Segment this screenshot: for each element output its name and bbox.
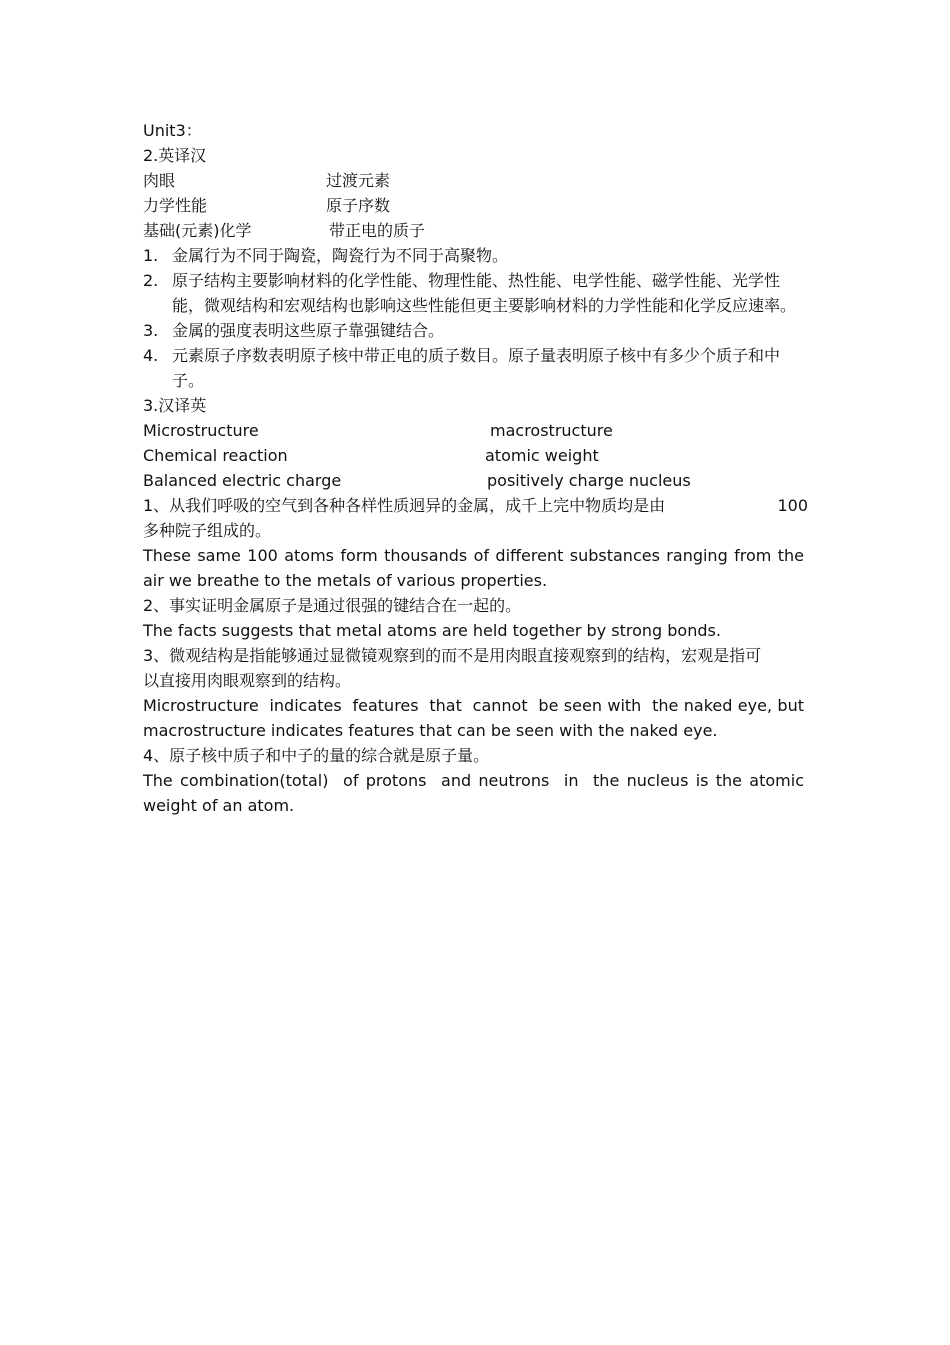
item-text: 元素原子序数表明原子核中带正电的质子数目。原子量表明原子核中有多少个质子和中子。 — [172, 346, 781, 390]
sentence-en: These same 100 atoms form thousands of different substances ranging from the air we breathe to the metals of various properties. — [143, 546, 804, 590]
item-number: 3. — [143, 321, 159, 340]
translation-item — [143, 268, 808, 318]
term-left: Balanced electric charge — [143, 471, 342, 490]
term-pair — [143, 418, 808, 443]
sentence-cn: 2、事实证明金属原子是通过很强的键结合在一起的。 — [143, 596, 522, 615]
item-number: 4. — [143, 346, 159, 365]
sentence-cn: 3、微观结构是指能够通过显微镜观察到的而不是用肉眼直接观察到的结构，宏观是指可以直接用肉眼观察到的结构。 — [143, 646, 762, 690]
item-text: 原子结构主要影响材料的化学性能、物理性能、热性能、电学性能、磁学性能、光学性能，微观结构和宏观结构也影响这些性能但更主要影响材料的力学性能和化学反应速率。 — [172, 271, 797, 315]
item-text: 金属的强度表明这些原子靠强键结合。 — [172, 321, 445, 340]
sentence-en: The combination(total) of protons and neutrons in the nucleus is the atomic weight of an atom. — [143, 771, 810, 815]
term-pair — [143, 168, 808, 193]
term-right: positively charge nucleus — [487, 471, 691, 490]
term-pair — [143, 468, 808, 493]
translation-item — [143, 343, 808, 393]
term-pair — [143, 218, 808, 243]
unit-title: Unit3： — [143, 121, 202, 140]
term-right: macrostructure — [490, 421, 613, 440]
term-right: 原子序数 — [326, 196, 391, 215]
term-right: atomic weight — [485, 446, 599, 465]
term-right: 带正电的质子 — [329, 221, 426, 240]
translation-item — [143, 243, 808, 268]
term-left: Chemical reaction — [143, 446, 288, 465]
item-number: 1. — [143, 246, 159, 265]
section-heading-cn-to-en: 3.汉译英 — [143, 396, 207, 415]
sentence-cn-number: 100 — [777, 496, 808, 515]
document-content — [143, 118, 808, 818]
term-right: 过渡元素 — [326, 171, 391, 190]
term-left: 肉眼 — [143, 171, 176, 190]
sentence-en: The facts suggests that metal atoms are held together by strong bonds. — [143, 621, 721, 640]
item-number: 2. — [143, 271, 159, 290]
term-left: Microstructure — [143, 421, 259, 440]
sentence-cn: 4、原子核中质子和中子的量的综合就是原子量。 — [143, 746, 490, 765]
section-heading-en-to-cn: 2.英译汉 — [143, 146, 207, 165]
term-left: 基础(元素)化学 — [143, 221, 252, 240]
translation-item — [143, 318, 808, 343]
item-text: 金属行为不同于陶瓷，陶瓷行为不同于高聚物。 — [172, 246, 509, 265]
sentence-cn-start: 1、从我们呼吸的空气到各种各样性质迥异的金属，成千上完中物质均是由 — [143, 496, 666, 515]
term-pair — [143, 443, 808, 468]
term-left: 力学性能 — [143, 196, 208, 215]
sentence-cn — [143, 493, 808, 518]
sentence-en: Microstructure indicates features that cannot be seen with the naked eye, but macrostructure indicates features that can be seen with the naked eye. — [143, 696, 810, 740]
term-pair — [143, 193, 808, 218]
sentence-cn-rest: 多种院子组成的。 — [143, 521, 272, 540]
